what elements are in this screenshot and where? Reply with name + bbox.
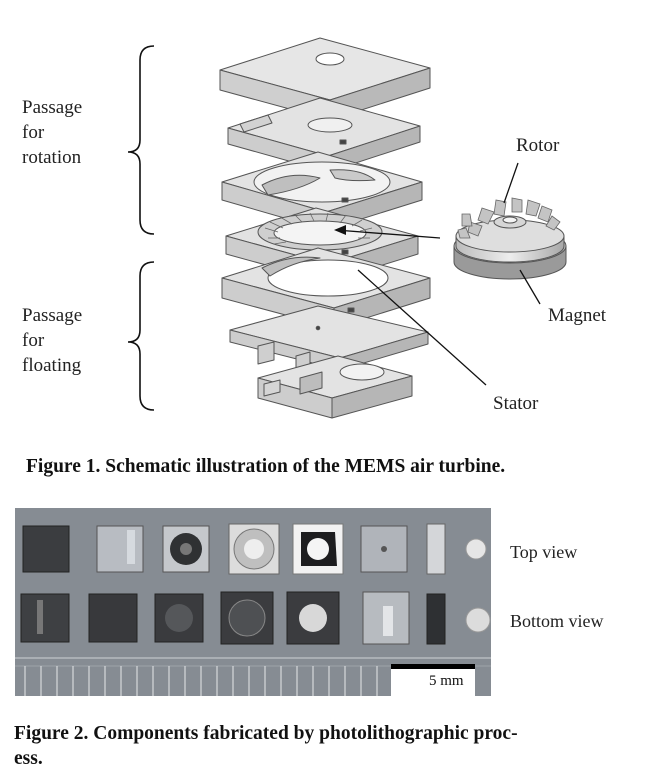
brace-floating [128, 262, 154, 410]
label-passage-rotation: Passage for rotation [22, 97, 83, 168]
photo-content [15, 508, 491, 696]
rotor-magnet-assembly [454, 198, 566, 279]
label-magnet: Magnet [548, 305, 607, 326]
components-photo [15, 508, 491, 696]
layer-base [258, 356, 412, 418]
figure-2-caption: Figure 2. Components fabricated by photolithographic proc- ess. [14, 723, 518, 769]
brace-rotation [128, 46, 154, 234]
scale-bar-label: 5 mm [429, 673, 464, 689]
label-stator: Stator [493, 393, 539, 414]
label-bottom-view: Bottom view [510, 611, 604, 631]
figure-1-caption: Figure 1. Schematic illustration of the MEMS air turbine. [26, 456, 506, 477]
label-top-view: Top view [510, 542, 578, 562]
label-rotor: Rotor [516, 135, 560, 156]
label-passage-floating: Passage for floating [22, 305, 83, 376]
scale-bar [391, 664, 475, 669]
